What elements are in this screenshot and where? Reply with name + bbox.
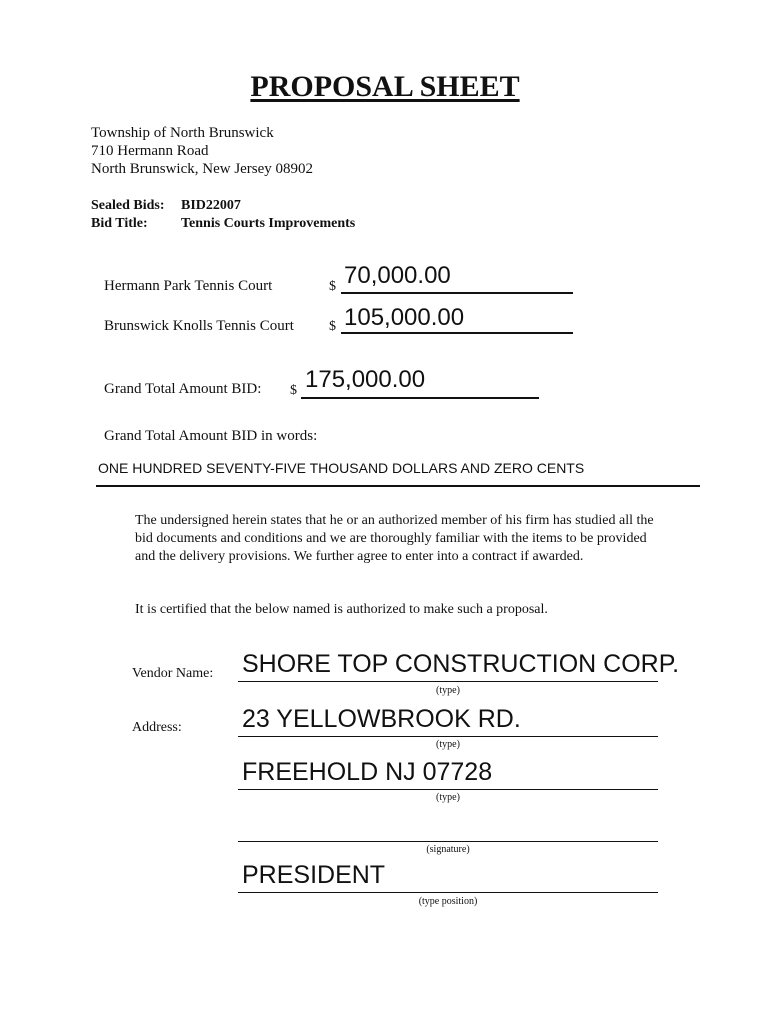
- vendor-position-line: [238, 892, 658, 893]
- bid-title-value: Tennis Courts Improvements: [181, 216, 356, 231]
- grand-total-amount[interactable]: 175,000.00: [305, 366, 426, 393]
- item-2-currency: $: [329, 319, 336, 334]
- address-line-2: 710 Hermann Road: [91, 143, 209, 159]
- certification-text: It is certified that the below named is authorized to make such a proposal.: [135, 602, 548, 617]
- vendor-address-line-2[interactable]: FREEHOLD NJ 07728: [242, 758, 493, 786]
- vendor-name-line: [238, 681, 658, 682]
- item-2-label: Brunswick Knolls Tennis Court: [104, 318, 294, 334]
- grand-total-currency: $: [290, 383, 297, 398]
- item-2-amount[interactable]: 105,000.00: [344, 304, 465, 331]
- grand-total-amount-line: [301, 397, 539, 399]
- item-1-amount-line: [341, 292, 573, 294]
- address-line-1: Township of North Brunswick: [91, 125, 274, 141]
- vendor-address-line-1-underline: [238, 736, 658, 737]
- vendor-address-line-2-caption: (type): [436, 792, 460, 803]
- statement-paragraph: The undersigned herein states that he or an authorized member of his firm has studied all the bid documents and conditions and we are thoroughly familiar with the items to be provided and the delivery provisions. We further agree to enter into a contract if awarded.: [135, 513, 654, 564]
- item-1-amount[interactable]: 70,000.00: [344, 262, 451, 289]
- sealed-bids-value: BID22007: [181, 198, 241, 213]
- grand-total-words-label: Grand Total Amount BID in words:: [104, 428, 318, 444]
- item-1-label: Hermann Park Tennis Court: [104, 278, 273, 294]
- vendor-address-line-1-caption: (type): [436, 739, 460, 750]
- vendor-address-line-2-underline: [238, 789, 658, 790]
- grand-total-words[interactable]: ONE HUNDRED SEVENTY-FIVE THOUSAND DOLLARS AND ZERO CENTS: [98, 460, 585, 476]
- page-title: PROPOSAL SHEET: [250, 70, 520, 103]
- signature-line[interactable]: [238, 841, 658, 842]
- vendor-name-label: Vendor Name:: [132, 666, 214, 681]
- vendor-name-value[interactable]: SHORE TOP CONSTRUCTION CORP.: [242, 650, 680, 678]
- vendor-position-caption: (type position): [418, 896, 478, 907]
- grand-total-words-line: [96, 485, 700, 487]
- signature-caption: (signature): [426, 844, 470, 855]
- address-line-3: North Brunswick, New Jersey 08902: [91, 161, 314, 177]
- township-address: [91, 124, 313, 178]
- item-1-currency: $: [329, 279, 336, 294]
- item-2-amount-line: [341, 332, 573, 334]
- sealed-bids-label: Sealed Bids:: [91, 198, 165, 213]
- vendor-address-label: Address:: [132, 720, 182, 735]
- vendor-name-caption: (type): [436, 685, 460, 696]
- vendor-address-line-1[interactable]: 23 YELLOWBROOK RD.: [242, 705, 521, 733]
- bid-info: [91, 197, 355, 233]
- grand-total-label: Grand Total Amount BID:: [104, 381, 262, 397]
- bid-title-label: Bid Title:: [91, 216, 148, 231]
- vendor-position-value[interactable]: PRESIDENT: [242, 861, 386, 889]
